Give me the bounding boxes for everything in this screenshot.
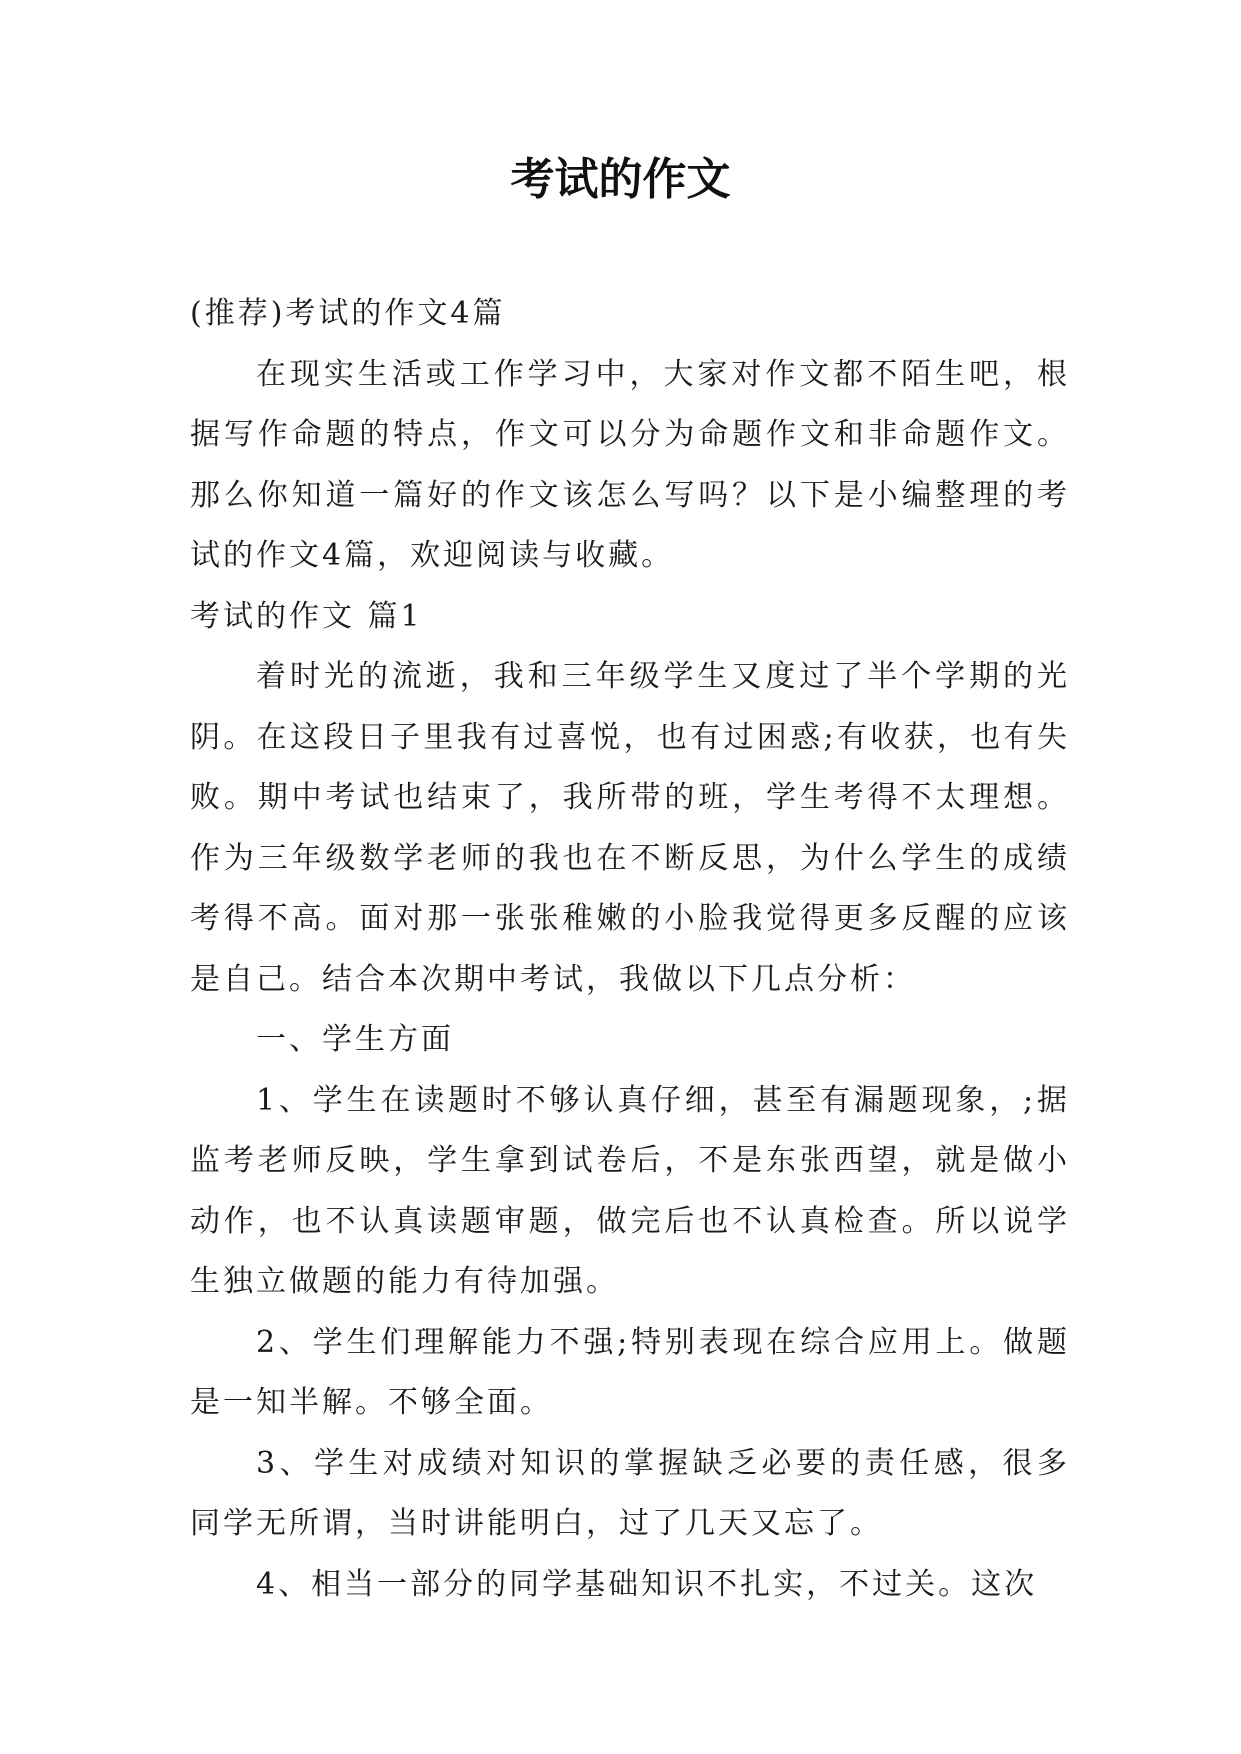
- section-heading: 考试的作文 篇1: [190, 598, 423, 634]
- list-item-paragraph: 4、相当一部分的同学基础知识不扎实，不过关。这次: [256, 1566, 1038, 1602]
- intro-paragraph: 在现实生活或工作学习中，大家对作文都不陌生吧，根据写作命题的特点，作文可以分为命题作文和非命题作文。那么你知道一篇好的作文该怎么写吗？以下是小编整理的考试的作文4篇，欢迎阅读与收藏。: [190, 356, 1070, 573]
- subtitle-line: (推荐)考试的作文4篇: [190, 296, 506, 331]
- document-title: 考试的作文: [510, 154, 731, 205]
- list-item-paragraph: 3、学生对成绩对知识的掌握缺乏必要的责任感，很多同学无所谓，当时讲能明白，过了几天又忘了。: [190, 1445, 1070, 1541]
- document-body: [190, 284, 1070, 1615]
- body-paragraph: 着时光的流逝，我和三年级学生又度过了半个学期的光阴。在这段日子里我有过喜悦，也有过困惑;有收获，也有失败。期中考试也结束了，我所带的班，学生考得不太理想。作为三年级数学老师的我也在不断反思，为什么学生的成绩考得不高。面对那一张张稚嫩的小脸我觉得更多反醒的应该是自己。结合本次期中考试，我做以下几点分析：: [190, 659, 1070, 997]
- list-item-paragraph: 2、学生们理解能力不强;特别表现在综合应用上。做题是一知半解。不够全面。: [190, 1324, 1070, 1420]
- list-item-paragraph: 1、学生在读题时不够认真仔细，甚至有漏题现象，;据监考老师反映，学生拿到试卷后，不是东张西望，就是做小动作，也不认真读题审题，做完后也不认真检查。所以说学生独立做题的能力有待加强。: [190, 1082, 1070, 1299]
- subsection-heading: 一、学生方面: [256, 1022, 454, 1057]
